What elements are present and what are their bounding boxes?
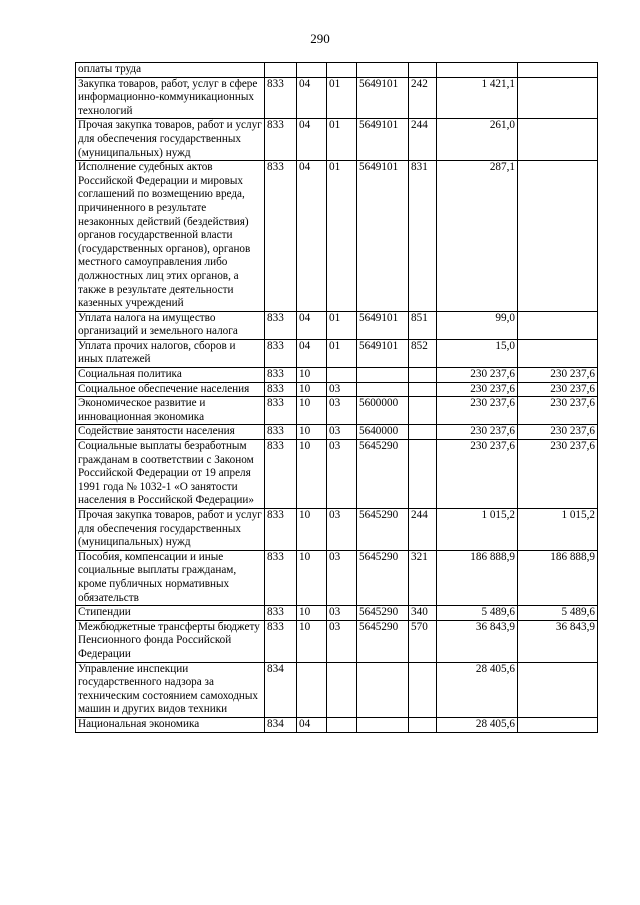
target-article-code: 5649101 <box>357 161 409 312</box>
amount-value-2: 36 843,9 <box>518 620 598 662</box>
target-article-code <box>357 717 409 732</box>
row-name: Управление инспекции государственного надзора за техническим состоянием самоходных машин и других видов техники <box>76 662 265 717</box>
row-name: Социальные выплаты безработным гражданам в соответствии с Законом Российской Федерации от 19 апреля 1991 года № 1032-1 «О занятости населения в Российской Федерации» <box>76 440 265 509</box>
table-row <box>76 550 598 605</box>
amount-value: 1 015,2 <box>437 509 518 551</box>
amount-value-2 <box>518 77 598 119</box>
amount-value-2: 186 888,9 <box>518 550 598 605</box>
subsection-code: 01 <box>327 119 357 161</box>
subsection-code: 03 <box>327 382 357 397</box>
target-article-code: 5645290 <box>357 509 409 551</box>
amount-value-2: 5 489,6 <box>518 606 598 621</box>
target-article-code: 5645290 <box>357 550 409 605</box>
table-row <box>76 382 598 397</box>
amount-value: 230 237,6 <box>437 397 518 425</box>
expense-type-code <box>409 425 437 440</box>
table-row <box>76 368 598 383</box>
ved-code: 833 <box>265 550 297 605</box>
amount-value: 15,0 <box>437 339 518 367</box>
subsection-code <box>327 63 357 78</box>
subsection-code: 01 <box>327 77 357 119</box>
expense-type-code: 340 <box>409 606 437 621</box>
expense-type-code <box>409 382 437 397</box>
target-article-code <box>357 662 409 717</box>
subsection-code <box>327 717 357 732</box>
row-name: Закупка товаров, работ, услуг в сфере информационно-коммуникационных технологий <box>76 77 265 119</box>
subsection-code: 03 <box>327 606 357 621</box>
amount-value: 261,0 <box>437 119 518 161</box>
section-code: 10 <box>297 440 327 509</box>
amount-value-2 <box>518 717 598 732</box>
section-code: 10 <box>297 425 327 440</box>
row-name: Социальная политика <box>76 368 265 383</box>
target-article-code: 5649101 <box>357 339 409 367</box>
amount-value: 186 888,9 <box>437 550 518 605</box>
amount-value-2 <box>518 63 598 78</box>
page-number: 290 <box>310 31 330 46</box>
amount-value-2 <box>518 161 598 312</box>
amount-value: 28 405,6 <box>437 717 518 732</box>
target-article-code: 5649101 <box>357 77 409 119</box>
table-row <box>76 620 598 662</box>
subsection-code: 01 <box>327 339 357 367</box>
section-code: 10 <box>297 368 327 383</box>
target-article-code: 5645290 <box>357 606 409 621</box>
row-name: Стипендии <box>76 606 265 621</box>
target-article-code: 5645290 <box>357 620 409 662</box>
table-row <box>76 63 598 78</box>
row-name: Уплата прочих налогов, сборов и иных платежей <box>76 339 265 367</box>
amount-value-2 <box>518 339 598 367</box>
section-code: 10 <box>297 397 327 425</box>
section-code: 04 <box>297 717 327 732</box>
amount-value: 230 237,6 <box>437 382 518 397</box>
expense-type-code <box>409 63 437 78</box>
section-code: 04 <box>297 77 327 119</box>
amount-value: 230 237,6 <box>437 425 518 440</box>
row-name: Социальное обеспечение населения <box>76 382 265 397</box>
expense-type-code <box>409 717 437 732</box>
ved-code: 834 <box>265 662 297 717</box>
ved-code: 833 <box>265 382 297 397</box>
amount-value <box>437 63 518 78</box>
target-article-code: 5649101 <box>357 311 409 339</box>
section-code: 04 <box>297 119 327 161</box>
table-body <box>76 63 598 733</box>
subsection-code: 01 <box>327 311 357 339</box>
amount-value: 36 843,9 <box>437 620 518 662</box>
section-code: 10 <box>297 606 327 621</box>
target-article-code: 5640000 <box>357 425 409 440</box>
expense-type-code: 831 <box>409 161 437 312</box>
amount-value: 287,1 <box>437 161 518 312</box>
ved-code <box>265 63 297 78</box>
amount-value-2: 230 237,6 <box>518 440 598 509</box>
expense-type-code <box>409 368 437 383</box>
row-name: Исполнение судебных актов Российской Федерации и мировых соглашений по возмещению вреда, причиненного в результате незаконных действий (бездействия) органов государственной власти (государственных органов), органов местного самоуправления либо должностных лиц этих органов, а также в результате деятельности казенных учреждений <box>76 161 265 312</box>
table-row <box>76 717 598 732</box>
section-code: 10 <box>297 509 327 551</box>
table-row <box>76 425 598 440</box>
section-code: 04 <box>297 339 327 367</box>
table-row <box>76 77 598 119</box>
expense-type-code: 570 <box>409 620 437 662</box>
target-article-code: 5649101 <box>357 119 409 161</box>
amount-value-2: 230 237,6 <box>518 397 598 425</box>
ved-code: 833 <box>265 397 297 425</box>
table-row <box>76 606 598 621</box>
subsection-code: 03 <box>327 425 357 440</box>
amount-value: 5 489,6 <box>437 606 518 621</box>
subsection-code <box>327 368 357 383</box>
subsection-code: 03 <box>327 397 357 425</box>
subsection-code <box>327 662 357 717</box>
section-code: 04 <box>297 161 327 312</box>
section-code <box>297 63 327 78</box>
subsection-code: 03 <box>327 440 357 509</box>
ved-code: 833 <box>265 161 297 312</box>
table-row <box>76 311 598 339</box>
amount-value: 28 405,6 <box>437 662 518 717</box>
subsection-code: 03 <box>327 509 357 551</box>
section-code: 10 <box>297 550 327 605</box>
amount-value-2: 1 015,2 <box>518 509 598 551</box>
ved-code: 833 <box>265 509 297 551</box>
row-name: оплаты труда <box>76 63 265 78</box>
subsection-code: 01 <box>327 161 357 312</box>
table-row <box>76 119 598 161</box>
amount-value: 230 237,6 <box>437 440 518 509</box>
target-article-code <box>357 63 409 78</box>
amount-value-2 <box>518 662 598 717</box>
expense-type-code: 244 <box>409 119 437 161</box>
row-name: Межбюджетные трансферты бюджету Пенсионного фонда Российской Федерации <box>76 620 265 662</box>
target-article-code <box>357 368 409 383</box>
section-code <box>297 662 327 717</box>
table-row <box>76 662 598 717</box>
expense-type-code: 244 <box>409 509 437 551</box>
table-row <box>76 509 598 551</box>
target-article-code <box>357 382 409 397</box>
target-article-code: 5600000 <box>357 397 409 425</box>
subsection-code: 03 <box>327 550 357 605</box>
budget-table <box>75 62 598 733</box>
ved-code: 833 <box>265 620 297 662</box>
amount-value-2 <box>518 119 598 161</box>
row-name: Уплата налога на имущество организаций и земельного налога <box>76 311 265 339</box>
row-name: Прочая закупка товаров, работ и услуг для обеспечения государственных (муниципальных) нужд <box>76 119 265 161</box>
ved-code: 833 <box>265 119 297 161</box>
expense-type-code: 242 <box>409 77 437 119</box>
amount-value-2: 230 237,6 <box>518 368 598 383</box>
expense-type-code <box>409 662 437 717</box>
ved-code: 833 <box>265 311 297 339</box>
ved-code: 833 <box>265 339 297 367</box>
expense-type-code <box>409 440 437 509</box>
expense-type-code: 321 <box>409 550 437 605</box>
table-row <box>76 339 598 367</box>
expense-type-code: 851 <box>409 311 437 339</box>
ved-code: 833 <box>265 368 297 383</box>
row-name: Пособия, компенсации и иные социальные выплаты гражданам, кроме публичных нормативных обязательств <box>76 550 265 605</box>
table-row <box>76 161 598 312</box>
amount-value-2: 230 237,6 <box>518 425 598 440</box>
section-code: 10 <box>297 382 327 397</box>
target-article-code: 5645290 <box>357 440 409 509</box>
expense-type-code: 852 <box>409 339 437 367</box>
ved-code: 833 <box>265 440 297 509</box>
section-code: 04 <box>297 311 327 339</box>
amount-value-2 <box>518 311 598 339</box>
expense-type-code <box>409 397 437 425</box>
row-name: Прочая закупка товаров, работ и услуг для обеспечения государственных (муниципальных) нужд <box>76 509 265 551</box>
row-name: Содействие занятости населения <box>76 425 265 440</box>
amount-value-2: 230 237,6 <box>518 382 598 397</box>
amount-value: 99,0 <box>437 311 518 339</box>
amount-value: 1 421,1 <box>437 77 518 119</box>
amount-value: 230 237,6 <box>437 368 518 383</box>
ved-code: 833 <box>265 606 297 621</box>
row-name: Экономическое развитие и инновационная экономика <box>76 397 265 425</box>
subsection-code: 03 <box>327 620 357 662</box>
table-row <box>76 397 598 425</box>
ved-code: 833 <box>265 77 297 119</box>
section-code: 10 <box>297 620 327 662</box>
table-row <box>76 440 598 509</box>
ved-code: 834 <box>265 717 297 732</box>
row-name: Национальная экономика <box>76 717 265 732</box>
ved-code: 833 <box>265 425 297 440</box>
